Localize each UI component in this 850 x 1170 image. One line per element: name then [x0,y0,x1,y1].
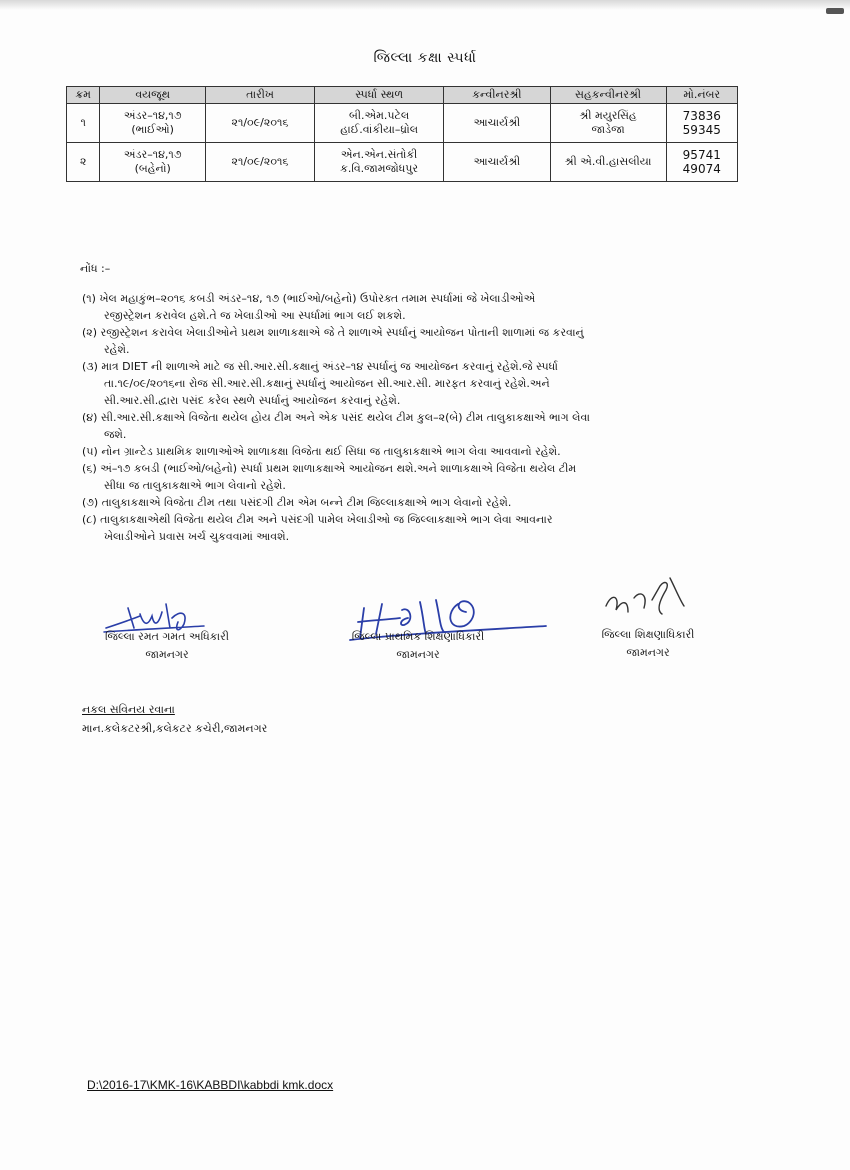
notes-heading: નોંધ :– [80,262,111,275]
note-text: રજીસ્ટ્રેશન કરાવેલ હશે.તે જ ખેલાડીઓ આ સ્પર્ધામાં ભાગ લઈ શકશે. [104,309,406,322]
signatory-role: જિલ્લા રમત ગમત અધિકારી [105,630,229,643]
header-venue: સ્પર્ધા સ્થળ [315,87,444,104]
note-number: (૭) [82,496,99,509]
copy-heading: નકલ સવિનય રવાના [82,703,175,716]
note-number: (૪) [82,411,98,424]
cell-convener: આચાર્યશ્રી [444,104,550,143]
cell-age-group [100,143,206,182]
age-line: અંડર–૧૪,૧૭ [123,109,182,122]
scan-edge-shadow [0,0,850,10]
note-item [82,324,742,358]
table-row [67,143,738,182]
age-line: અંડર–૧૪,૧૭ [123,148,182,161]
signatory-place: જામનગર [145,648,189,661]
signatory-role: જિલ્લા પ્રાથમિક શિક્ષણાધિકારી [351,630,485,643]
copy-recipient: માન.કલેકટરશ્રી,કલેકટર કચેરી,જામનગર [82,722,268,735]
signatory-role: જિલ્લા શિક્ષણાધિકારી [601,628,695,641]
note-number: (૧) [82,292,96,305]
mobile-line: 73836 [682,109,721,123]
cell-date: ૨૧/૦૯/૨૦૧૬ [206,143,315,182]
signatory-place: જામનગર [626,646,670,659]
note-text: રહેશે. [104,343,130,356]
note-item [82,460,742,494]
header-mobile: મો.નંબર [666,87,737,104]
note-number: (૬) [82,462,97,475]
note-number: (૨) [82,326,98,339]
note-text: સીધા જ તાલુકાકક્ષાએ ભાગ લેવાનો રહેશે. [104,479,286,492]
venue-line: હાઈ.વાંકીયા–ધ્રોલ [340,123,419,136]
signatory-2 [318,630,518,662]
cell-co-convener [550,143,666,182]
note-item [82,290,742,324]
cell-serial: ૨ [67,143,100,182]
cell-age-group [100,104,206,143]
cell-serial: ૧ [67,104,100,143]
note-text: તાલુકાકક્ષાએ વિજેતા ટીમ તથા પસંદગી ટીમ એમ બન્ને ટીમ જિલ્લાકક્ષાએ ભાગ લેવાનો રહેશે. [101,496,512,509]
note-text: તાલુકાકક્ષાએથી વિજેતા થયેલ ટીમ અને પસંદગી પામેલ ખેલાડીઓ જ જિલ્લાકક્ષાએ ભાગ લેવા આવનાર [100,513,553,526]
note-text: અં–૧૭ કબડી (ભાઈઓ/બહેનો) સ્પર્ધા પ્રથમ શાળાકક્ષાએ આયોજન થશે.અને શાળાકક્ષાએ વિજેતા થયેલ ટીમ [100,462,577,475]
note-number: (૫) [82,445,98,458]
venue-line: ક.વિ.જામજોધપુર [340,162,419,175]
signature-3-ink [600,570,690,626]
header-co-convener: સહકન્વીનરશ્રી [550,87,666,104]
note-item [82,494,742,511]
header-serial: ક્રમ [67,87,100,104]
cell-co-convener [550,104,666,143]
header-age-group: વયજૂથ [100,87,206,104]
cell-venue [315,143,444,182]
document-title: જિલ્લા કક્ષા સ્પર્ધા [373,50,477,66]
co-convener-line: જાડેજા [591,123,625,136]
age-line: (બહેનો) [134,162,171,175]
age-line: (ભાઈઓ) [131,123,174,136]
note-number: (૩) [82,360,98,373]
note-text: સી.આર.સી.કક્ષાએ વિજેતા થયેલ હોય ટીમ અને એક પસંદ થયેલ ટીમ કુલ–૨(બે) ટીમ તાલુકાકક્ષાએ ભાગ લેવા [100,411,590,424]
signatory-1 [82,630,252,662]
note-text: નોન ગ્રાન્ટેડ પ્રાથમિક શાળાઓએ શાળાકક્ષા વિજેતા થઈ સિધા જ તાલુકાકક્ષાએ ભાગ લેવા આવવાનો રહેશે. [101,445,561,458]
notes-list [82,290,742,545]
note-text: રજીસ્ટ્રેશન કરાવેલ ખેલાડીઓને પ્રથમ શાળાકક્ષાએ જે તે શાળાએ સ્પર્ધાનું આયોજન પોતાની શાળામાં જ કરવાનું [100,326,584,339]
note-text: જશે. [104,428,127,441]
note-text: ખેલ મહાકુંભ–૨૦૧૬ કબડી અંડર–૧૪, ૧૭ (ભાઈઓ/બહેનો) ઉપોરક્ત તમામ સ્પર્ધામાં જે ખેલાડીઓએ [99,292,536,305]
footer-file-path: D:\2016-17\KMK-16\KABBDI\kabbdi kmk.docx [87,1078,334,1092]
note-text: સી.આર.સી.દ્વારા પસંદ કરેલ સ્થળે સ્પર્ધાનું આયોજન કરવાનું રહેશે. [104,394,401,407]
note-text: ખેલાડીઓને પ્રવાસ ખર્ચ ચુકવવામાં આવશે. [104,530,290,543]
signatory-3 [573,628,723,660]
mobile-line: 95741 [682,148,721,162]
cell-convener: આચાર્યશ્રી [444,143,550,182]
mobile-line: 49074 [682,162,721,176]
table-row [67,104,738,143]
co-convener-line: શ્રી મયુરસિંહ [579,109,637,122]
cell-venue [315,104,444,143]
cell-date: ૨૧/૦૯/૨૦૧૬ [206,104,315,143]
note-text: માત્ર DIET ની શાળાએ માટે જ સી.આર.સી.કક્ષાનું અંડર–૧૪ સ્પર્ધાનું જ આયોજન કરવાનું રહેશે.જે સ્પર્ધા [101,360,558,373]
note-number: (૮) [82,513,97,526]
mobile-line: 59345 [682,123,721,137]
venue-line: બી.એમ.પટેલ [349,109,410,122]
co-convener-line: શ્રી એ.વી.હાસલીયા [564,155,652,168]
note-item [82,409,742,443]
note-item [82,511,742,545]
cell-mobile [666,143,737,182]
note-item [82,358,742,409]
cell-mobile [666,104,737,143]
table-header-row [67,87,738,104]
header-date: તારીખ [206,87,315,104]
note-text: તા.૧૯/૦૯/૨૦૧૬ના રોજ સી.આર.સી.કક્ષાનું સ્પર્ધાનું આયોજન સી.આર.સી. મારફત કરવાનું રહેશે.અને [104,377,550,390]
signatory-place: જામનગર [396,648,440,661]
competition-table [66,86,738,182]
note-item [82,443,742,460]
venue-line: એન.એન.સંતોકી [340,148,418,161]
scan-corner-mark [826,8,844,14]
header-convener: કન્વીનરશ્રી [444,87,550,104]
